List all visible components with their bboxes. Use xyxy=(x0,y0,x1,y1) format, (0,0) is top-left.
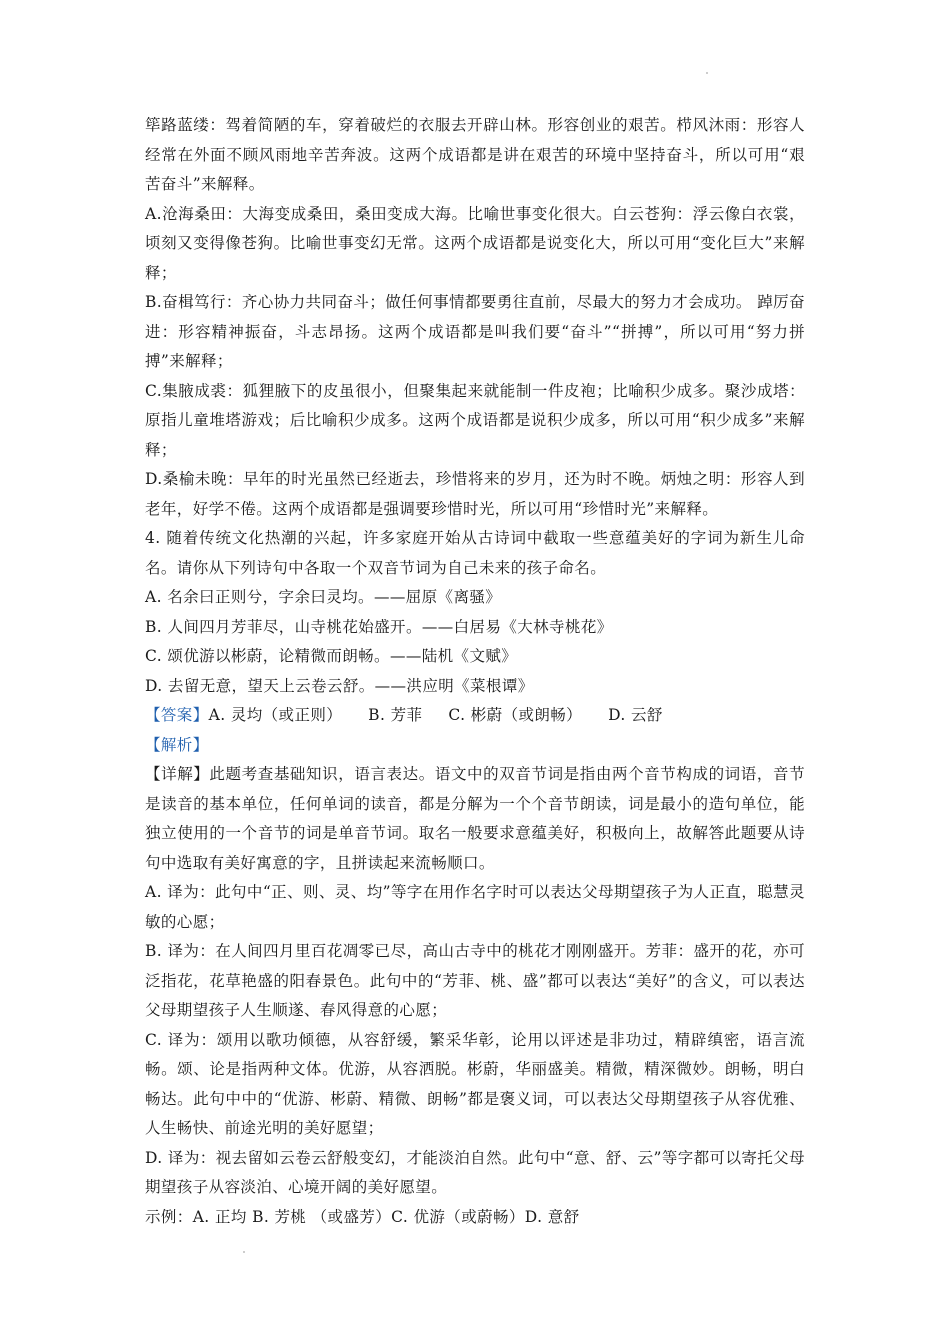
detail-text: 此题考查基础知识，语言表达。语文中的双音节词是指由两个音节构成的词语，音节是读音的基本单位，任何单词的读音，都是分解为一个个音节朗读，词是最小的造句单位，能独立使用的一个音节的词是单音节词。取名一般要求意蕴美好，积极向上，故解答此题要从诗句中选取有美好寓意的字，且拼读起来流畅顺口。 xyxy=(145,765,805,872)
answer-c: C. 彬蔚（或朗畅） xyxy=(448,706,583,724)
paragraph-option-a: A.沧海桑田：大海变成桑田，桑田变成大海。比喻世事变化很大。白云苍狗：浮云像白衣裳，顷刻又变得像苍狗。比喻世事变幻无常。这两个成语都是说变化大，所以可用“变化巨大”来解释； xyxy=(145,204,805,282)
paragraph-option-c: C.集腋成裘：狐狸腋下的皮虽很小，但聚集起来就能制一件皮袍；比喻积少成多。聚沙成塔：原指儿童堆塔游戏；后比喻积少成多。这两个成语都是说积少成多，所以可用“积少成多”来解释； xyxy=(145,381,805,459)
question-4: 4. 随着传统文化热潮的兴起，许多家庭开始从古诗词中截取一些意蕴美好的字词为新生儿命名。请你从下列诗句中各取一个双音节词为自己未来的孩子命名。 xyxy=(145,529,805,577)
answer-b: B. 芳菲 xyxy=(368,706,423,724)
detail-paragraph xyxy=(145,760,805,878)
analysis-label: 【解析】 xyxy=(145,735,209,754)
explanation-a: A. 译为：此句中“正、则、灵、均”等字在用作名字时可以表达父母期望孩子为人正直，聪慧灵敏的心愿； xyxy=(145,883,805,931)
explanation-c: C. 译为：颂用以歌功倾德，从容舒缓，繁采华彰，论用以评述是非功过，精辟缜密，语言流畅。颂、论是指两种文体。优游，从容洒脱。彬蔚，华丽盛美。精微，精深微妙。朗畅，明白畅达。此句中中的“优游、彬蔚、精微、朗畅”都是褒义词，可以表达父母期望孩子从容优雅、人生畅快、前途光明的美好愿望； xyxy=(145,1030,805,1137)
detail-label: 【详解】 xyxy=(145,765,210,783)
answer-line xyxy=(145,701,805,731)
page-corner-dot-top xyxy=(706,72,708,74)
poem-line-b: B. 人间四月芳菲尽，山寺桃花始盛开。——白居易《大林寺桃花》 xyxy=(145,617,613,636)
explanation-d: D. 译为：视去留如云卷云舒般变幻，才能淡泊自然。此句中“意、舒、云”等字都可以寄托父母期望孩子从容淡泊、心境开阔的美好愿望。 xyxy=(145,1148,805,1196)
paragraph-option-d: D.桑榆未晚：早年的时光虽然已经逝去，珍惜将来的岁月，还为时不晚。炳烛之明：形容人到老年，好学不倦。这两个成语都是强调要珍惜时光，所以可用“珍惜时光”来解释。 xyxy=(145,470,805,518)
answer-label: 【答案】 xyxy=(145,706,209,724)
document-page xyxy=(145,111,805,1232)
poem-line-a: A. 名余曰正则兮，字余曰灵均。——屈原《离骚》 xyxy=(145,588,502,606)
paragraph-option-b: B.奋楫笃行：齐心协力共同奋斗；做任何事情都要勇往直前，尽最大的努力才会成功。 踔厉奋进：形容精神振奋，斗志昂扬。这两个成语都是叫我们要“奋斗”“拼搏”，所以可用“努力拼搏”来解释； xyxy=(145,293,805,370)
explanation-b: B. 译为：在人间四月里百花凋零已尽，高山古寺中的桃花才刚刚盛开。芳菲：盛开的花，亦可泛指花，花草艳盛的阳春景色。此句中的“芳菲、桃、盛”都可以表达“美好”的含义，可以表达父母期望孩子人生顺遂、春风得意的心愿； xyxy=(145,942,805,1019)
example-line: 示例：A. 正均 B. 芳桃 （或盛芳）C. 优游（或蔚畅）D. 意舒 xyxy=(145,1207,580,1226)
analysis-line xyxy=(145,731,805,761)
poem-line-d: D. 去留无意，望天上云卷云舒。——洪应明《菜根谭》 xyxy=(145,676,534,695)
poem-line-c: C. 颂优游以彬蔚，论精微而朗畅。——陆机《文赋》 xyxy=(145,647,518,665)
paragraph-idiom-hardship: 筚路蓝缕：驾着简陋的车，穿着破烂的衣服去开辟山林。形容创业的艰苦。栉风沐雨：形容人经常在外面不顾风雨地辛苦奔波。这两个成语都是讲在艰苦的环境中坚持奋斗，所以可用“艰苦奋斗”来解释。 xyxy=(145,116,805,193)
answer-a: A. 灵均（或正则） xyxy=(208,706,343,724)
page-corner-dot-bottom xyxy=(243,1251,245,1253)
answer-d: D. 云舒 xyxy=(608,706,663,724)
